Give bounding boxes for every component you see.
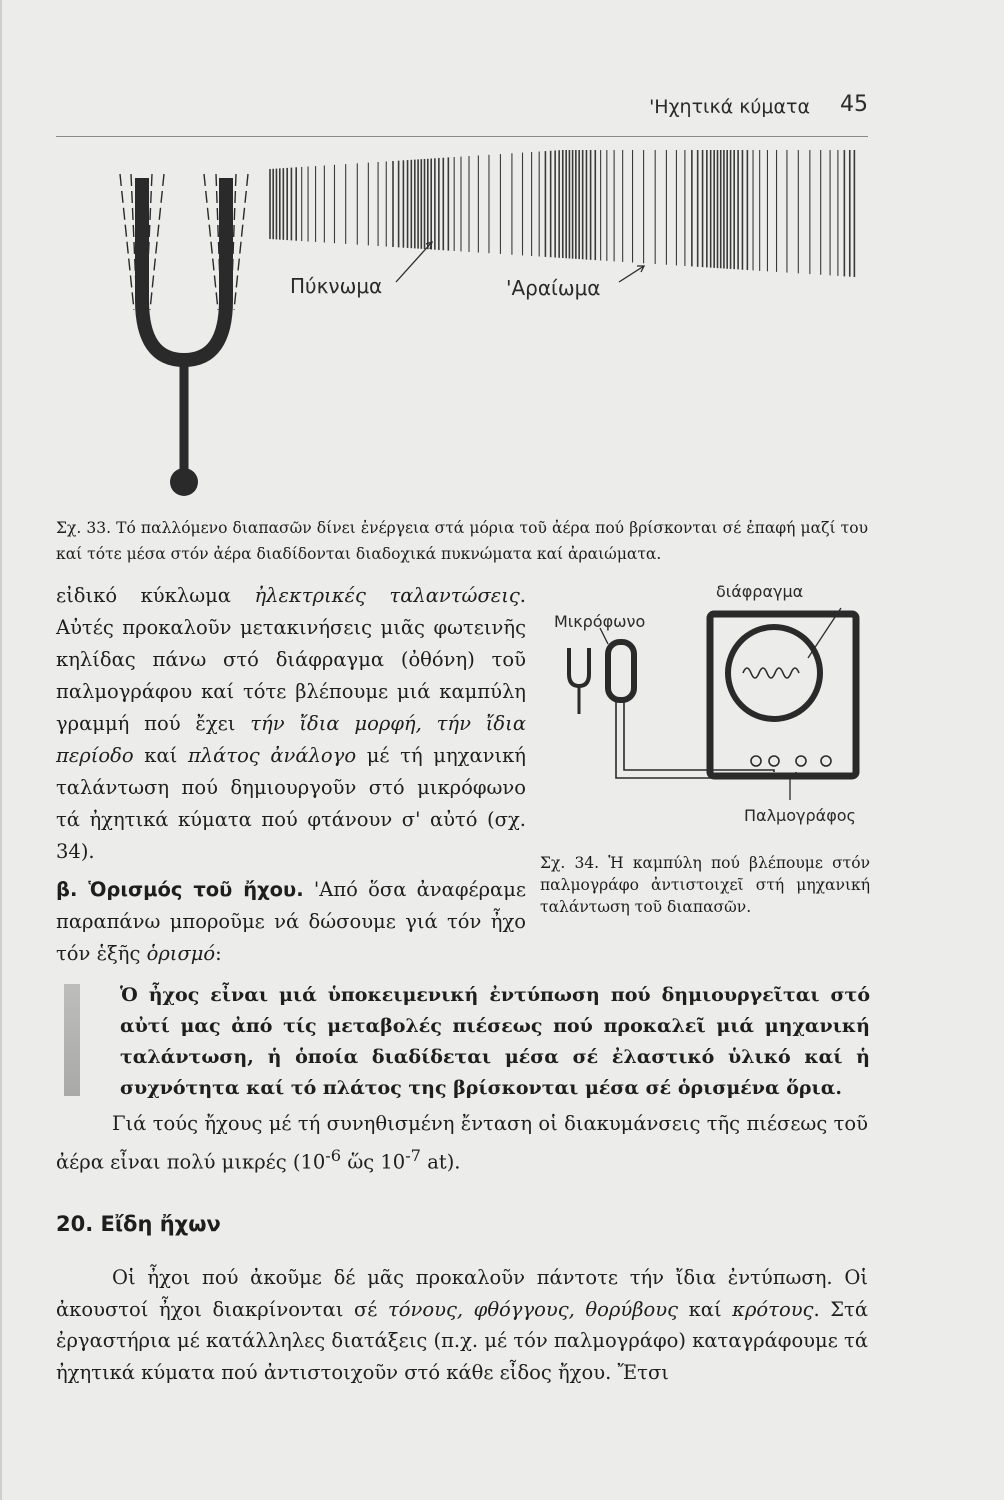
- mini-tuning-fork: [569, 648, 589, 714]
- figure-33-caption: Σχ. 33. Τό παλλόμενο διαπασῶν δίνει ἐνέργεια στά μόρια τοῦ ἀέρα πού βρίσκονται σέ ἐπαφή μαζί του καί τότε μέσα στόν ἀέρα διαδίδονται διαδοχικά πυκνώματα καί ἀραιώματα.: [56, 519, 868, 563]
- exponent: -7: [405, 1146, 422, 1165]
- figure-34-caption: Σχ. 34. Ἡ καμπύλη πού βλέπουμε στόν παλμογράφο ἀντιστοιχεῖ στή μηχανική ταλάντωση τοῦ διαπασῶν.: [540, 854, 870, 916]
- text-run: Γιά τούς ἤχους μέ τή συνηθισμένη ἔνταση οἱ διακυμάνσεις τῆς πιέσεως τοῦ ἀέρα εἶναι πολύ μικρές (10: [56, 1112, 868, 1174]
- tuning-fork-diagram: [56, 150, 868, 510]
- text-run: ὥς 10: [341, 1150, 406, 1174]
- text-run: 'Από ὅσα ἀναφέραμε παραπάνω μποροῦμε νά δώσουμε γιά τόν ἦχο τόν ἑξῆς: [56, 878, 526, 965]
- left-column: [56, 580, 526, 970]
- microphone-shape: [600, 628, 634, 700]
- oscilloscope-paragraph: [56, 580, 526, 868]
- compression-label: Πύκνωμα: [290, 274, 383, 298]
- text-run: . Αὐτές προκαλοῦν μετακινήσεις μιᾶς φωτεινῆς κηλίδας πάνω στό διάφραγμα (ὀθόνη) τοῦ παλμογράφου καί τότε βλέπουμε μιά καμπύλη γραμμή πού ἔχει: [56, 584, 526, 735]
- page-edge: [0, 0, 2, 1500]
- wavefronts: [270, 150, 854, 277]
- text-run: μέ τή μηχανική ταλάντωση πού δημιουργοῦν στό μικρόφωνο τά ἠχητικά κύματα πού φτάνουν σ' αὐτό (σχ. 34).: [56, 744, 526, 863]
- text-run: . Στά ἐργαστήρια μέ κατάλληλες διατάξεις (π.χ. μέ τόν παλμογράφο) καταγράφουμε τά ἠχητικά κύματα πού ἀντιστοιχοῦν στό κάθε εἶδος ἤχου. Ἔτσι: [56, 1297, 868, 1384]
- emphasis: τήν ἴδια μορφή, τήν ἴδια περίοδο: [56, 712, 526, 767]
- running-title: 'Ηχητικά κύματα: [649, 96, 810, 118]
- running-head: [56, 92, 868, 137]
- emphasis: τόνους, φθόγγους, θορύβους: [387, 1297, 678, 1321]
- text-run: Οἱ ἦχοι πού ἀκοῦμε δέ μᾶς προκαλοῦν πάντοτε τήν ἴδια ἐντύπωση. Οἱ ἀκουστοί ἦχοι διακρίνονται σέ: [56, 1266, 868, 1321]
- figure-34: [546, 578, 868, 848]
- pressure-paragraph: [56, 1108, 868, 1179]
- text-run: καί: [133, 744, 188, 767]
- sound-types-paragraph: [56, 1262, 868, 1388]
- text-run: :: [215, 942, 222, 965]
- oscilloscope-box: [710, 608, 856, 800]
- tuning-fork: [120, 174, 248, 496]
- emphasis: κρότους: [732, 1297, 814, 1321]
- rarefaction-label: 'Αραίωμα: [506, 276, 601, 300]
- emphasis: ἠλεκτρικές ταλαντώσεις: [254, 584, 520, 607]
- oscilloscope-label: Παλμογράφος: [744, 806, 856, 825]
- page-number: 45: [840, 92, 868, 117]
- emphasis: πλάτος ἀνάλογο: [187, 744, 357, 767]
- section-heading: 20. Εἴδη ἤχων: [56, 1212, 221, 1236]
- text-run: εἰδικό κύκλωμα: [56, 584, 255, 607]
- definition-marker-bar: [64, 984, 80, 1096]
- text-run: at).: [421, 1150, 461, 1174]
- definition-intro-paragraph: [56, 874, 526, 970]
- diaphragm-label: διάφραγμα: [716, 582, 804, 601]
- figure-33: [56, 150, 868, 510]
- sound-definition: Ὁ ἦχος εἶναι μιά ὑποκειμενική ἐντύπωση πού δημιουργεῖται στό αὐτί μας ἀπό τίς μεταβολές πιέσεως πού προκαλεῖ μιά μηχανική ταλάντωση, ἡ ὁποία διαδίδεται μέσα σέ ἐλαστικό ὑλικό καί ἡ συχνότητα καί τό πλάτος της βρίσκονται μέσα σέ ὁρισμένα ὅρια.: [120, 984, 870, 1099]
- sound-definition-block: [64, 980, 870, 1104]
- text-run: καί: [678, 1297, 733, 1321]
- subsection-label: β. Ὁρισμός τοῦ ἤχου.: [56, 878, 304, 901]
- microphone-label: Μικρόφωνο: [554, 612, 646, 631]
- microphone-cables: [616, 700, 796, 778]
- exponent: -6: [325, 1146, 342, 1165]
- emphasis: ὁρισμό: [146, 942, 216, 965]
